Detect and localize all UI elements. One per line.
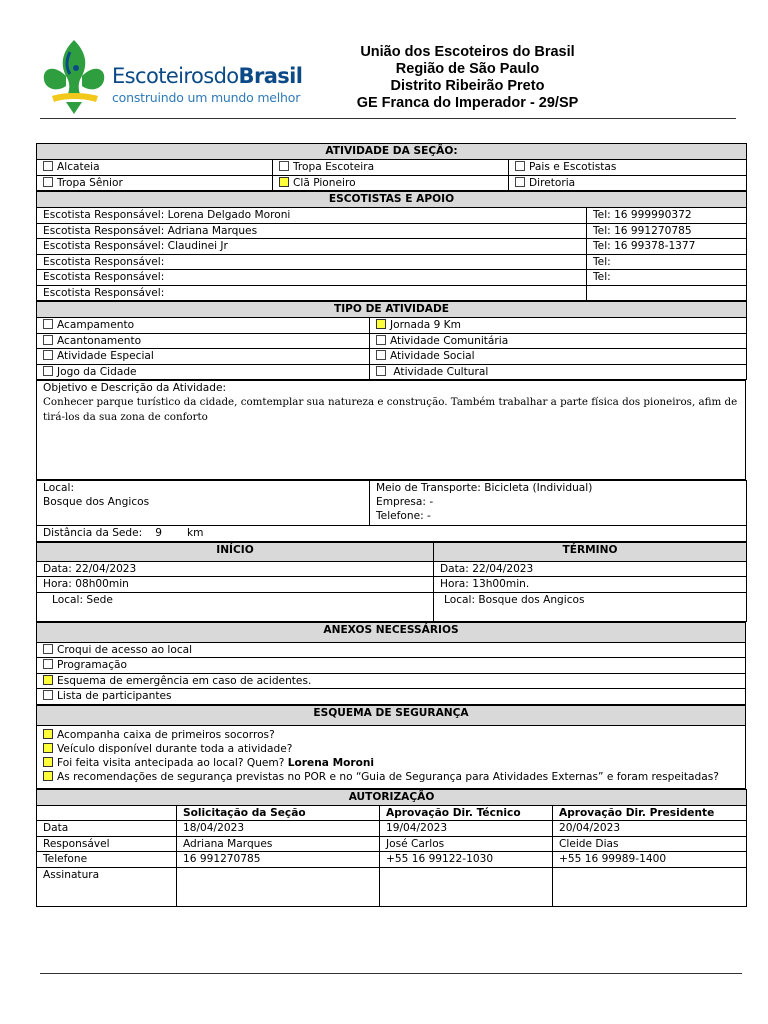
organization-heading — [320, 44, 615, 112]
brand-name: EscoteirosdoBrasil — [112, 64, 303, 88]
footer-divider — [40, 973, 742, 974]
org-line: Região de São Paulo — [395, 61, 540, 77]
org-line: Distrito Ribeirão Preto — [390, 78, 545, 94]
transport-value: Meio de Transporte: Bicicleta (Individual) — [376, 482, 593, 494]
auth-cell[interactable]: 19/04/2023 — [380, 821, 553, 837]
description-cell[interactable] — [37, 381, 746, 480]
auth-cell[interactable]: +55 16 99989-1400 — [553, 852, 747, 868]
leader-name: Escotista Responsável: — [37, 270, 587, 286]
attachment-item[interactable]: Lista de participantes — [37, 689, 746, 705]
auth-row-label: Responsável — [37, 836, 177, 852]
auth-header: Solicitação da Seção — [177, 805, 380, 821]
signature-field[interactable] — [177, 867, 380, 906]
location-cell[interactable] — [37, 481, 370, 526]
auth-cell[interactable]: 16 991270785 — [177, 852, 380, 868]
start-time[interactable]: Hora: 08h00min — [37, 577, 434, 593]
logo — [40, 38, 310, 114]
checkbox-icon[interactable] — [279, 161, 289, 171]
checkbox-icon[interactable] — [43, 659, 53, 669]
checkbox-icon[interactable] — [43, 644, 53, 654]
leader-phone: Tel: 16 991270785 — [587, 223, 747, 239]
checkbox-icon[interactable] — [43, 177, 53, 187]
checkbox-icon[interactable] — [43, 350, 53, 360]
checkbox-checked-icon[interactable] — [43, 771, 53, 781]
org-line: União dos Escoteiros do Brasil — [360, 44, 575, 60]
option-alcateia[interactable]: Alcateia — [37, 160, 273, 176]
safety-items — [37, 725, 746, 788]
checkbox-icon[interactable] — [43, 161, 53, 171]
leader-name: Escotista Responsável: Lorena Delgado Moroni — [37, 208, 587, 224]
activity-type-table — [36, 301, 747, 380]
option-pais-escotistas[interactable]: Pais e Escotistas — [509, 160, 747, 176]
option-atividade-especial[interactable]: Atividade Especial — [37, 349, 370, 365]
attachments-title: ANEXOS NECESSÁRIOS — [37, 622, 746, 642]
location-value: Bosque dos Angicos — [43, 496, 150, 508]
description-text: Conhecer parque turístico da cidade, comtemplar sua natureza e construção. Também trabalhar a parte física dos pioneiros, afim de tirá-los da sua zona de conforto — [43, 396, 738, 423]
transport-cell[interactable] — [370, 481, 747, 526]
checkbox-icon[interactable] — [515, 177, 525, 187]
option-atividade-comunitaria[interactable]: Atividade Comunitária — [370, 333, 747, 349]
checkbox-icon[interactable] — [43, 335, 53, 345]
option-atividade-cultural[interactable]: Atividade Cultural — [370, 364, 747, 380]
safety-table — [36, 705, 746, 789]
activity-type-title: TIPO DE ATIVIDADE — [37, 302, 747, 318]
leader-name: Escotista Responsável: — [37, 285, 587, 301]
checkbox-checked-icon[interactable] — [43, 729, 53, 739]
option-tropa-escoteira[interactable]: Tropa Escoteira — [273, 160, 509, 176]
option-tropa-senior[interactable]: Tropa Sênior — [37, 175, 273, 191]
checkbox-icon[interactable] — [515, 161, 525, 171]
safety-item[interactable]: Foi feita visita antecipada ao local? Quem? Lorena Moroni — [43, 756, 739, 770]
checkbox-checked-icon[interactable] — [43, 757, 53, 767]
option-diretoria[interactable]: Diretoria — [509, 175, 747, 191]
leader-phone: Tel: — [587, 254, 747, 270]
auth-cell[interactable]: José Carlos — [380, 836, 553, 852]
section-table — [36, 143, 747, 191]
option-acampamento[interactable]: Acampamento — [37, 318, 370, 334]
fleur-de-lis-icon — [40, 38, 110, 114]
checkbox-icon[interactable] — [43, 366, 53, 376]
location-table — [36, 480, 747, 542]
option-cla-pioneiro[interactable]: Clã Pioneiro — [273, 175, 509, 191]
attachments-table — [36, 622, 746, 705]
safety-item[interactable]: Acompanha caixa de primeiros socorros? — [43, 728, 739, 742]
end-title: TÉRMINO — [434, 542, 747, 561]
option-acantonamento[interactable]: Acantonamento — [37, 333, 370, 349]
end-time[interactable]: Hora: 13h00min. — [434, 577, 747, 593]
distance-label: Distância da Sede: — [43, 527, 143, 539]
checkbox-icon[interactable] — [43, 319, 53, 329]
brand-tagline: construindo um mundo melhor — [112, 90, 301, 105]
auth-header — [37, 805, 177, 821]
checkbox-checked-icon[interactable] — [43, 675, 53, 685]
start-title: INÍCIO — [37, 542, 434, 561]
start-date[interactable]: Data: 22/04/2023 — [37, 561, 434, 577]
start-location[interactable]: Local: Sede — [37, 592, 434, 621]
authorization-table — [36, 789, 747, 907]
auth-row-label: Telefone — [37, 852, 177, 868]
page-header — [0, 0, 768, 118]
checkbox-checked-icon[interactable] — [376, 319, 386, 329]
auth-cell[interactable]: Adriana Marques — [177, 836, 380, 852]
auth-cell[interactable]: +55 16 99122-1030 — [380, 852, 553, 868]
end-location[interactable]: Local: Bosque dos Angicos — [434, 592, 747, 621]
signature-field[interactable] — [380, 867, 553, 906]
distance-unit: km — [187, 527, 204, 539]
auth-cell[interactable]: 20/04/2023 — [553, 821, 747, 837]
location-label: Local: — [43, 482, 75, 494]
leader-name: Escotista Responsável: — [37, 254, 587, 270]
leader-phone — [587, 285, 747, 301]
checkbox-checked-icon[interactable] — [279, 177, 289, 187]
company-value: Empresa: - — [376, 496, 434, 508]
phone-value: Telefone: - — [376, 510, 431, 522]
checkbox-icon[interactable] — [376, 366, 386, 376]
checkbox-icon[interactable] — [43, 690, 53, 700]
auth-cell[interactable]: Cleide Dias — [553, 836, 747, 852]
auth-cell[interactable]: 18/04/2023 — [177, 821, 380, 837]
leader-name: Escotista Responsável: Claudinei Jr — [37, 239, 587, 255]
leaders-title: ESCOTISTAS E APOIO — [37, 192, 747, 208]
auth-row-label: Assinatura — [37, 867, 177, 906]
section-title: ATIVIDADE DA SEÇÃO: — [37, 144, 747, 160]
leader-phone: Tel: — [587, 270, 747, 286]
checkbox-icon[interactable] — [376, 350, 386, 360]
safety-item[interactable]: Veículo disponível durante toda a atividade? — [43, 742, 739, 756]
auth-header: Aprovação Dir. Técnico — [380, 805, 553, 821]
org-line: GE Franca do Imperador - 29/SP — [356, 95, 579, 111]
activity-form — [36, 143, 746, 907]
description-label: Objetivo e Descrição da Atividade: — [43, 382, 227, 394]
distance-value: 9 — [155, 527, 162, 539]
header-divider — [40, 118, 736, 119]
leader-phone: Tel: 16 999990372 — [587, 208, 747, 224]
distance-cell[interactable] — [37, 526, 747, 542]
signature-field[interactable] — [553, 867, 747, 906]
auth-row-label: Data — [37, 821, 177, 837]
description-table — [36, 380, 746, 480]
option-atividade-social[interactable]: Atividade Social — [370, 349, 747, 365]
authorization-title: AUTORIZAÇÃO — [37, 789, 747, 805]
option-jornada[interactable]: Jornada 9 Km — [370, 318, 747, 334]
safety-title: ESQUEMA DE SEGURANÇA — [37, 705, 746, 725]
checkbox-icon[interactable] — [376, 335, 386, 345]
leaders-table — [36, 191, 747, 301]
attachment-item[interactable]: Esquema de emergência em caso de acidentes. — [37, 673, 746, 689]
end-date[interactable]: Data: 22/04/2023 — [434, 561, 747, 577]
safety-item[interactable]: As recomendações de segurança previstas no POR e no “Guia de Segurança para Atividades Externas” e foram respeitadas? — [43, 770, 739, 784]
leader-phone: Tel: 16 99378-1377 — [587, 239, 747, 255]
leader-name: Escotista Responsável: Adriana Marques — [37, 223, 587, 239]
attachment-item[interactable]: Programação — [37, 658, 746, 674]
auth-header: Aprovação Dir. Presidente — [553, 805, 747, 821]
schedule-table — [36, 542, 747, 622]
option-jogo-cidade[interactable]: Jogo da Cidade — [37, 364, 370, 380]
attachment-item[interactable]: Croqui de acesso ao local — [37, 642, 746, 658]
checkbox-checked-icon[interactable] — [43, 743, 53, 753]
